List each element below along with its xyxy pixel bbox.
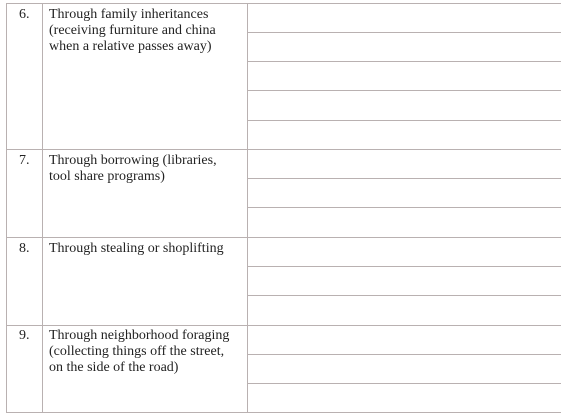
answer-line[interactable]: [247, 295, 561, 296]
table-top-border: [6, 3, 561, 4]
answer-line[interactable]: [247, 90, 561, 91]
answer-line[interactable]: [247, 354, 561, 355]
answer-line[interactable]: [247, 207, 561, 208]
description-line: (collecting things off the street,: [49, 344, 225, 359]
answer-column-divider: [247, 3, 248, 413]
description-line: Through neighborhood foraging: [49, 328, 230, 343]
item-description: [49, 7, 245, 55]
table-left-border: [6, 3, 7, 413]
number-column-divider: [42, 3, 43, 413]
answer-line[interactable]: [247, 383, 561, 384]
row-divider-8-9: [6, 325, 561, 326]
row-divider-7-8: [6, 237, 561, 238]
description-line: Through family inheritances: [49, 7, 209, 22]
table-bottom-border: [6, 412, 561, 413]
answer-line[interactable]: [247, 120, 561, 121]
answer-line[interactable]: [247, 32, 561, 33]
item-number: 7.: [19, 153, 30, 168]
answer-line[interactable]: [247, 266, 561, 267]
item-number: 6.: [19, 7, 30, 22]
item-number: 8.: [19, 241, 30, 256]
answer-line[interactable]: [247, 61, 561, 62]
answer-line[interactable]: [247, 178, 561, 179]
item-description: [49, 328, 245, 376]
item-number: 9.: [19, 328, 30, 343]
worksheet-table: [6, 0, 561, 413]
description-line: on the side of the road): [49, 360, 179, 375]
item-description: [49, 153, 245, 185]
description-line: Through stealing or shoplifting: [49, 241, 224, 256]
item-description: [49, 241, 245, 257]
description-line: Through borrowing (libraries,: [49, 153, 217, 168]
description-line: (receiving furniture and china: [49, 23, 216, 38]
description-line: when a relative passes away): [49, 39, 212, 54]
description-line: tool share programs): [49, 169, 165, 184]
row-divider-6-7: [6, 149, 561, 150]
